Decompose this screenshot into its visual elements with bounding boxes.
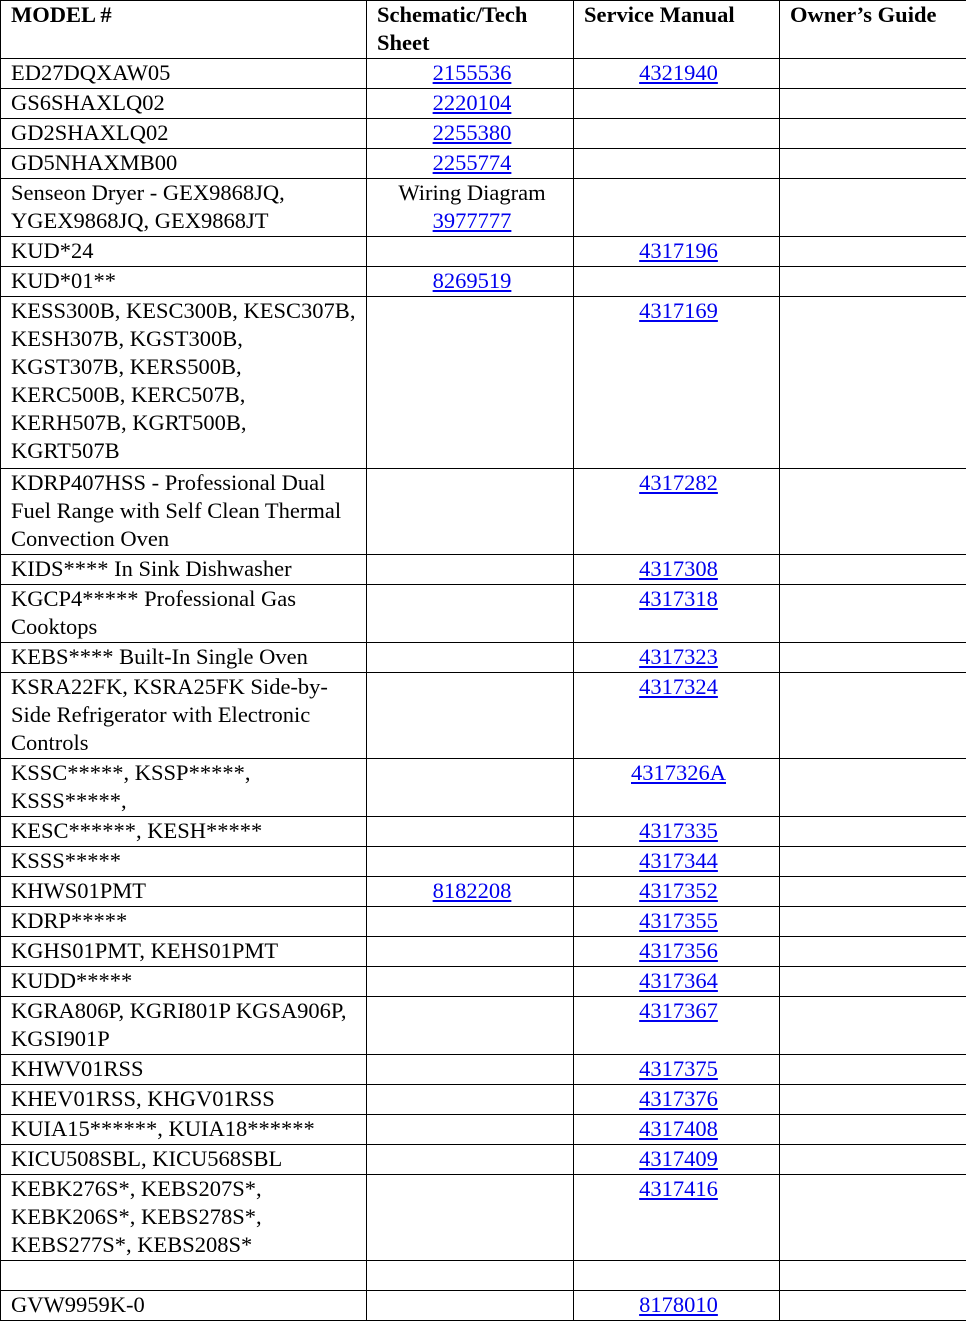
model-cell: KHWV01RSS bbox=[1, 1055, 367, 1085]
owner-cell bbox=[780, 759, 966, 817]
table-row bbox=[1, 877, 966, 907]
owner-cell bbox=[780, 643, 966, 673]
owner-cell bbox=[780, 877, 966, 907]
header-schematic: Schematic/Tech Sheet bbox=[367, 1, 574, 59]
service-manual-link[interactable]: 4317352 bbox=[639, 878, 718, 903]
schematic-cell bbox=[367, 585, 574, 643]
service-cell bbox=[574, 759, 780, 817]
service-cell bbox=[574, 119, 780, 149]
service-cell bbox=[574, 297, 780, 469]
owner-cell bbox=[780, 585, 966, 643]
table-row bbox=[1, 59, 966, 89]
model-cell: KUIA15******, KUIA18****** bbox=[1, 1115, 367, 1145]
service-cell bbox=[574, 877, 780, 907]
owner-cell bbox=[780, 937, 966, 967]
service-cell bbox=[574, 179, 780, 237]
schematic-link[interactable]: 8182208 bbox=[432, 878, 512, 903]
schematic-cell bbox=[367, 937, 574, 967]
model-cell: KEBK276S*, KEBS207S*, KEBK206S*, KEBS278S*, KEBS277S*, KEBS208S* bbox=[1, 1175, 367, 1261]
model-cell: KESS300B, KESC300B, KESC307B, KESH307B, KGST300B, KGST307B, KERS500B, KERC500B, KERC507B, KERH507B, KGRT500B, KGRT507B bbox=[1, 297, 367, 469]
service-manual-link[interactable]: 4317335 bbox=[639, 818, 718, 843]
owner-cell bbox=[780, 119, 966, 149]
model-cell: ED27DQXAW05 bbox=[1, 59, 367, 89]
service-manual-link[interactable]: 8178010 bbox=[639, 1292, 718, 1317]
table-row bbox=[1, 149, 966, 179]
table-row bbox=[1, 997, 966, 1055]
service-cell bbox=[574, 1261, 780, 1291]
service-cell bbox=[574, 1055, 780, 1085]
schematic-cell bbox=[367, 997, 574, 1055]
service-cell bbox=[574, 643, 780, 673]
service-cell bbox=[574, 1085, 780, 1115]
schematic-cell bbox=[367, 1261, 574, 1291]
table-row bbox=[1, 1085, 966, 1115]
owner-cell bbox=[780, 179, 966, 237]
owner-cell bbox=[780, 907, 966, 937]
schematic-cell bbox=[367, 237, 574, 267]
table-row bbox=[1, 817, 966, 847]
service-manual-link[interactable]: 4317344 bbox=[639, 848, 718, 873]
model-cell: KDRP407HSS - Professional Dual Fuel Range with Self Clean Thermal Convection Oven bbox=[1, 469, 367, 555]
owner-cell bbox=[780, 1085, 966, 1115]
table-row bbox=[1, 847, 966, 877]
schematic-cell bbox=[367, 297, 574, 469]
model-cell: Senseon Dryer - GEX9868JQ, YGEX9868JQ, GEX9868JT bbox=[1, 179, 367, 237]
service-cell bbox=[574, 59, 780, 89]
table-row bbox=[1, 967, 966, 997]
service-cell bbox=[574, 555, 780, 585]
schematic-cell bbox=[367, 1055, 574, 1085]
table-row bbox=[1, 643, 966, 673]
owner-cell bbox=[780, 1115, 966, 1145]
header-row bbox=[1, 1, 966, 59]
owner-cell bbox=[780, 997, 966, 1055]
table-row bbox=[1, 907, 966, 937]
service-manual-link[interactable]: 4317416 bbox=[639, 1176, 718, 1201]
service-manual-link[interactable]: 4317356 bbox=[639, 938, 718, 963]
schematic-cell bbox=[367, 1175, 574, 1261]
model-cell: GD2SHAXLQ02 bbox=[1, 119, 367, 149]
schematic-cell bbox=[367, 1115, 574, 1145]
table-row bbox=[1, 555, 966, 585]
service-manual-link[interactable]: 4317367 bbox=[639, 998, 718, 1023]
schematic-cell bbox=[367, 1291, 574, 1321]
service-cell bbox=[574, 937, 780, 967]
table-row bbox=[1, 89, 966, 119]
service-cell bbox=[574, 997, 780, 1055]
schematic-cell bbox=[367, 877, 574, 907]
owner-cell bbox=[780, 89, 966, 119]
header-model: MODEL # bbox=[1, 1, 367, 59]
service-cell bbox=[574, 817, 780, 847]
service-cell bbox=[574, 1175, 780, 1261]
service-manual-link[interactable]: 4321940 bbox=[639, 60, 718, 85]
schematic-cell bbox=[367, 907, 574, 937]
service-manual-link[interactable]: 4317326A bbox=[631, 760, 726, 785]
model-cell: GD5NHAXMB00 bbox=[1, 149, 367, 179]
table-row bbox=[1, 1115, 966, 1145]
schematic-link[interactable]: 8269519 bbox=[432, 268, 512, 293]
model-cell: KICU508SBL, KICU568SBL bbox=[1, 1145, 367, 1175]
wiring-diagram-label: Wiring Diagram bbox=[398, 180, 546, 205]
table-row bbox=[1, 179, 966, 237]
owner-cell bbox=[780, 673, 966, 759]
schematic-link[interactable]: 2220104 bbox=[432, 90, 512, 115]
table-row bbox=[1, 297, 966, 469]
schematic-cell bbox=[367, 817, 574, 847]
header-owners-guide: Owner’s Guide bbox=[780, 1, 966, 59]
table-row bbox=[1, 119, 966, 149]
schematic-cell bbox=[367, 555, 574, 585]
model-cell bbox=[1, 1261, 367, 1291]
service-cell bbox=[574, 267, 780, 297]
model-cell: KUDD***** bbox=[1, 967, 367, 997]
table-row bbox=[1, 585, 966, 643]
schematic-cell bbox=[367, 673, 574, 759]
service-cell bbox=[574, 149, 780, 179]
header-service-manual: Service Manual bbox=[574, 1, 780, 59]
owner-cell bbox=[780, 817, 966, 847]
table-row bbox=[1, 759, 966, 817]
owner-cell bbox=[780, 967, 966, 997]
schematic-cell bbox=[367, 59, 574, 89]
table-row bbox=[1, 1175, 966, 1261]
service-manual-link[interactable]: 4317318 bbox=[639, 586, 718, 611]
owner-cell bbox=[780, 237, 966, 267]
schematic-cell bbox=[367, 759, 574, 817]
owner-cell bbox=[780, 1145, 966, 1175]
model-cell: KDRP***** bbox=[1, 907, 367, 937]
service-manual-link[interactable]: 4317364 bbox=[639, 968, 718, 993]
schematic-cell bbox=[367, 1145, 574, 1175]
owner-cell bbox=[780, 555, 966, 585]
schematic-link[interactable]: 2155536 bbox=[432, 60, 512, 85]
service-manual-link[interactable]: 4317324 bbox=[639, 674, 718, 699]
service-cell bbox=[574, 1115, 780, 1145]
schematic-cell bbox=[367, 469, 574, 555]
model-cell: KGCP4***** Professional Gas Cooktops bbox=[1, 585, 367, 643]
schematic-cell bbox=[367, 179, 574, 237]
service-manual-link[interactable]: 4317308 bbox=[639, 556, 718, 581]
service-cell bbox=[574, 1291, 780, 1321]
model-cell: GVW9959K-0 bbox=[1, 1291, 367, 1321]
service-manual-link[interactable]: 4317376 bbox=[639, 1086, 718, 1111]
schematic-cell bbox=[367, 267, 574, 297]
schematic-cell bbox=[367, 89, 574, 119]
table-row bbox=[1, 237, 966, 267]
owner-cell bbox=[780, 59, 966, 89]
model-cell: GS6SHAXLQ02 bbox=[1, 89, 367, 119]
schematic-link[interactable]: 3977777 bbox=[432, 208, 512, 233]
service-manual-link[interactable]: 4317169 bbox=[639, 298, 718, 323]
table-row bbox=[1, 1145, 966, 1175]
service-cell bbox=[574, 1145, 780, 1175]
model-cell: KEBS**** Built-In Single Oven bbox=[1, 643, 367, 673]
table-row bbox=[1, 673, 966, 759]
model-cell: KSSS***** bbox=[1, 847, 367, 877]
table-row bbox=[1, 1261, 966, 1291]
model-cell: KIDS**** In Sink Dishwasher bbox=[1, 555, 367, 585]
owner-cell bbox=[780, 469, 966, 555]
owner-cell bbox=[780, 149, 966, 179]
service-cell bbox=[574, 237, 780, 267]
service-manual-link[interactable]: 4317282 bbox=[639, 470, 718, 495]
service-cell bbox=[574, 907, 780, 937]
model-cell: KUD*01** bbox=[1, 267, 367, 297]
service-cell bbox=[574, 469, 780, 555]
service-manual-link[interactable]: 4317375 bbox=[639, 1056, 718, 1081]
table-row bbox=[1, 469, 966, 555]
owner-cell bbox=[780, 1291, 966, 1321]
owner-cell bbox=[780, 297, 966, 469]
model-cell: KESC******, KESH***** bbox=[1, 817, 367, 847]
model-cell: KHEV01RSS, KHGV01RSS bbox=[1, 1085, 367, 1115]
model-cell: KSSC*****, KSSP*****, KSSS*****, bbox=[1, 759, 367, 817]
owner-cell bbox=[780, 1261, 966, 1291]
owner-cell bbox=[780, 1055, 966, 1085]
model-cell: KGRA806P, KGRI801P KGSA906P, KGSI901P bbox=[1, 997, 367, 1055]
service-manual-link[interactable]: 4317323 bbox=[639, 644, 718, 669]
owner-cell bbox=[780, 267, 966, 297]
service-cell bbox=[574, 847, 780, 877]
service-cell bbox=[574, 967, 780, 997]
schematic-cell bbox=[367, 967, 574, 997]
model-cell: KSRA22FK, KSRA25FK Side-by-Side Refrigerator with Electronic Controls bbox=[1, 673, 367, 759]
service-manual-link[interactable]: 4317355 bbox=[639, 908, 718, 933]
table-row bbox=[1, 1291, 966, 1321]
owner-cell bbox=[780, 847, 966, 877]
service-cell bbox=[574, 89, 780, 119]
table-row bbox=[1, 1055, 966, 1085]
service-cell bbox=[574, 585, 780, 643]
service-manual-link[interactable]: 4317409 bbox=[639, 1146, 718, 1171]
schematic-cell bbox=[367, 847, 574, 877]
table-row bbox=[1, 267, 966, 297]
schematic-cell bbox=[367, 1085, 574, 1115]
owner-cell bbox=[780, 1175, 966, 1261]
schematic-link[interactable]: 2255774 bbox=[432, 150, 512, 175]
service-manual-link[interactable]: 4317196 bbox=[639, 238, 718, 263]
schematic-cell bbox=[367, 119, 574, 149]
service-manual-link[interactable]: 4317408 bbox=[639, 1116, 718, 1141]
model-cell: KHWS01PMT bbox=[1, 877, 367, 907]
table-row bbox=[1, 937, 966, 967]
schematic-link[interactable]: 2255380 bbox=[432, 120, 512, 145]
model-cell: KUD*24 bbox=[1, 237, 367, 267]
model-cell: KGHS01PMT, KEHS01PMT bbox=[1, 937, 367, 967]
service-cell bbox=[574, 673, 780, 759]
schematic-cell bbox=[367, 643, 574, 673]
schematic-cell bbox=[367, 149, 574, 179]
